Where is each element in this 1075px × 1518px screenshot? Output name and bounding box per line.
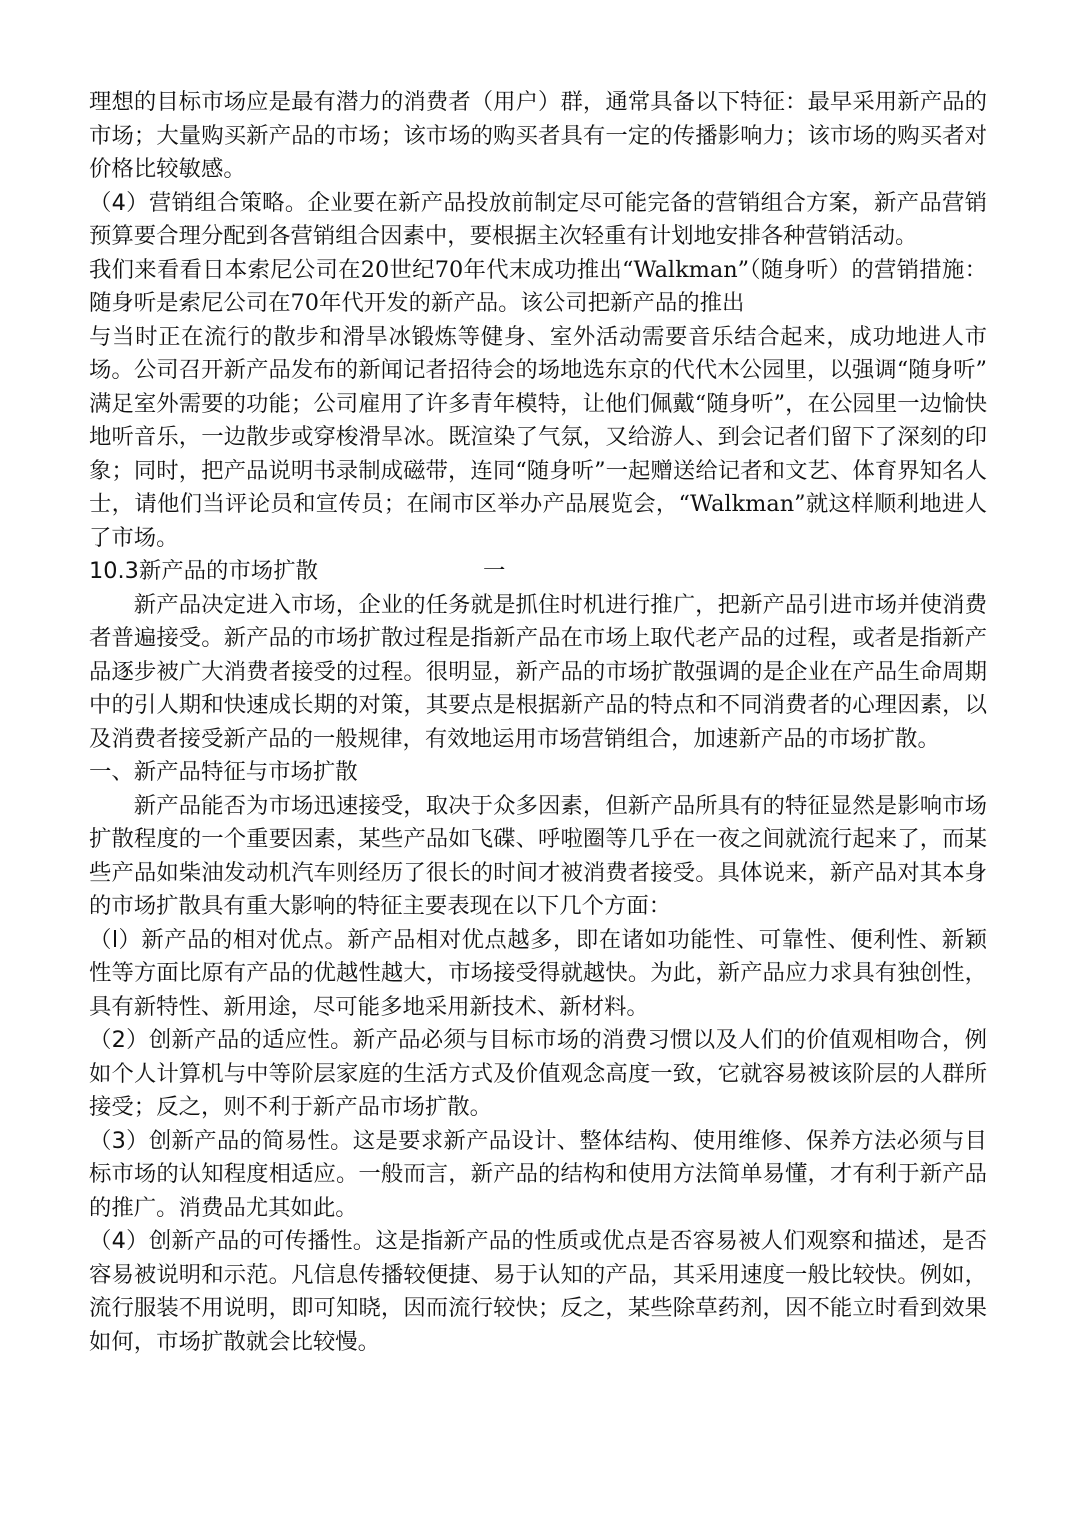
paragraph-sony-detail: 与当时正在流行的散步和滑旱冰锻炼等健身、室外活动需要音乐结合起来，成功地进人市场。公司召开新产品发布的新闻记者招待会的场地选东京的代代木公园里，以强调“随身听” 满足室外需要的功能；公司雇用了许多青年模特，让他们佩戴“随身听”，在公园里一边愉快地听音乐，一边散步或穿梭滑旱冰。既渲染了气氛，又给游人、到会记者们留下了深刻的印象；同时，把产品说明书录制成磁带，连同“随身听”一起赠送给记者和文艺、体育界知名人士，请他们当评论员和宣传员；在闹市区举办产品展览会，“Walkman”就这样顺利地进人了市场。 [89,323,987,551]
marketing-mix-body: 。企业要在新产品投放前制定尽可能完备的营销组合方案，新产品营销预算要合理分配到各营销组合因素中，要根据主次轻重有计划地安排各种营销活动。 [89,189,988,249]
paragraph-sony-intro: 我们来看看日本索尼公司在20世纪70年代末成功推出“Walkman”（随身听）的营销措施：随身听是索尼公司在70年代开发的新产品。该公司把新产品的推出 [89,256,987,316]
document-page [89,86,987,1359]
compatibility-body: 。新产品必须与目标市场的消费习惯以及人们的价值观相吻合，例如个人计算机与中等阶层家庭的生活方式及价值观念高度一致，它就容易被该阶层的人群所接受；反之，则不利于新产品市场扩散。 [89,1027,988,1120]
communicability-body: 。这是指新产品的性质或优点是否容易被人们观察和描述，是否容易被说明和示范。凡信息传播较便捷、易于认知的产品，其采用速度一般比较快。例如，流行服装不用说明，即可知晓，因而流行较快；反之，某些除草药剂，因不能立时看到效果如何，市场扩散就会比较慢。 [89,1228,987,1355]
simplicity-heading: （3）创新产品的简易性 [89,1127,331,1154]
paragraph-market-diffusion: 新产品决定进入市场，企业的任务就是抓住时机进行推广，把新产品引进市场并使消费者普遍接受。新产品的市场扩散过程是指新产品在市场上取代老产品的过程，或者是指新产品逐步被广大消费者接受的过程。很明显，新产品的市场扩散强调的是企业在产品生命周期中的引人期和快速成长期的对策，其要点是根据新产品的特点和不同消费者的心理因素，以及消费者接受新产品的一般规律，有效地运用市场营销组合，加速新产品的市场扩散。 [89,591,987,752]
relative-advantage-body: 。新产品相对优点越多，即在诸如功能性、可靠性、便利性、新颖性等方面比原有产品的优越性越大，市场接受得就越快。为此，新产品应力求具有独创性，具有新特性、新用途，尽可能多地采用新技术、新材料。 [89,926,987,1020]
paragraph-relative-advantage [89,924,987,1025]
simplicity-body: 。这是要求新产品设计、整体结构、使用维修、保养方法必须与目标市场的认知程度相适应。一般而言，新产品的结构和使用方法简单易懂，才有利于新产品的推广。消费品尤其如此。 [89,1127,988,1221]
paragraph-compatibility [89,1024,987,1125]
relative-advantage-heading: （l）新产品的相对优点 [89,926,325,953]
paragraph-features-intro: 新产品能否为市场迅速接受，取决于众多因素，但新产品所具有的特征显然是影响市场扩散程度的一个重要因素，某些产品如飞碟、呼啦圈等几乎在一夜之间就流行起来了，而某些产品如柴油发动机汽车则经历了很长的时间才被消费者接受。具体说来，新产品对其本身的市场扩散具有重大影响的特征主要表现在以下几个方面： [89,792,987,919]
subheading-features: 一、新产品特征与市场扩散 [89,759,358,785]
paragraph-target-market: 理想的目标市场应是最有潜力的消费者（用户）群，通常具备以下特征：最早采用新产品的市场；大量购买新产品的市场；该市场的购买者具有一定的传播影响力；该市场的购买者对价格比较敏感。 [89,89,987,182]
section-heading: 10.3新产品的市场扩散 [89,558,318,584]
paragraph-simplicity [89,1125,987,1226]
paragraph-marketing-mix [89,187,987,254]
section-heading-line [89,555,987,589]
section-dash: 一 [482,558,506,584]
marketing-mix-heading: （4）营销组合策略 [89,189,285,216]
paragraph-communicability [89,1225,987,1359]
compatibility-heading: （2）创新产品的适应性 [89,1027,331,1053]
communicability-heading: （4）创新产品的可传播性 [89,1228,353,1254]
